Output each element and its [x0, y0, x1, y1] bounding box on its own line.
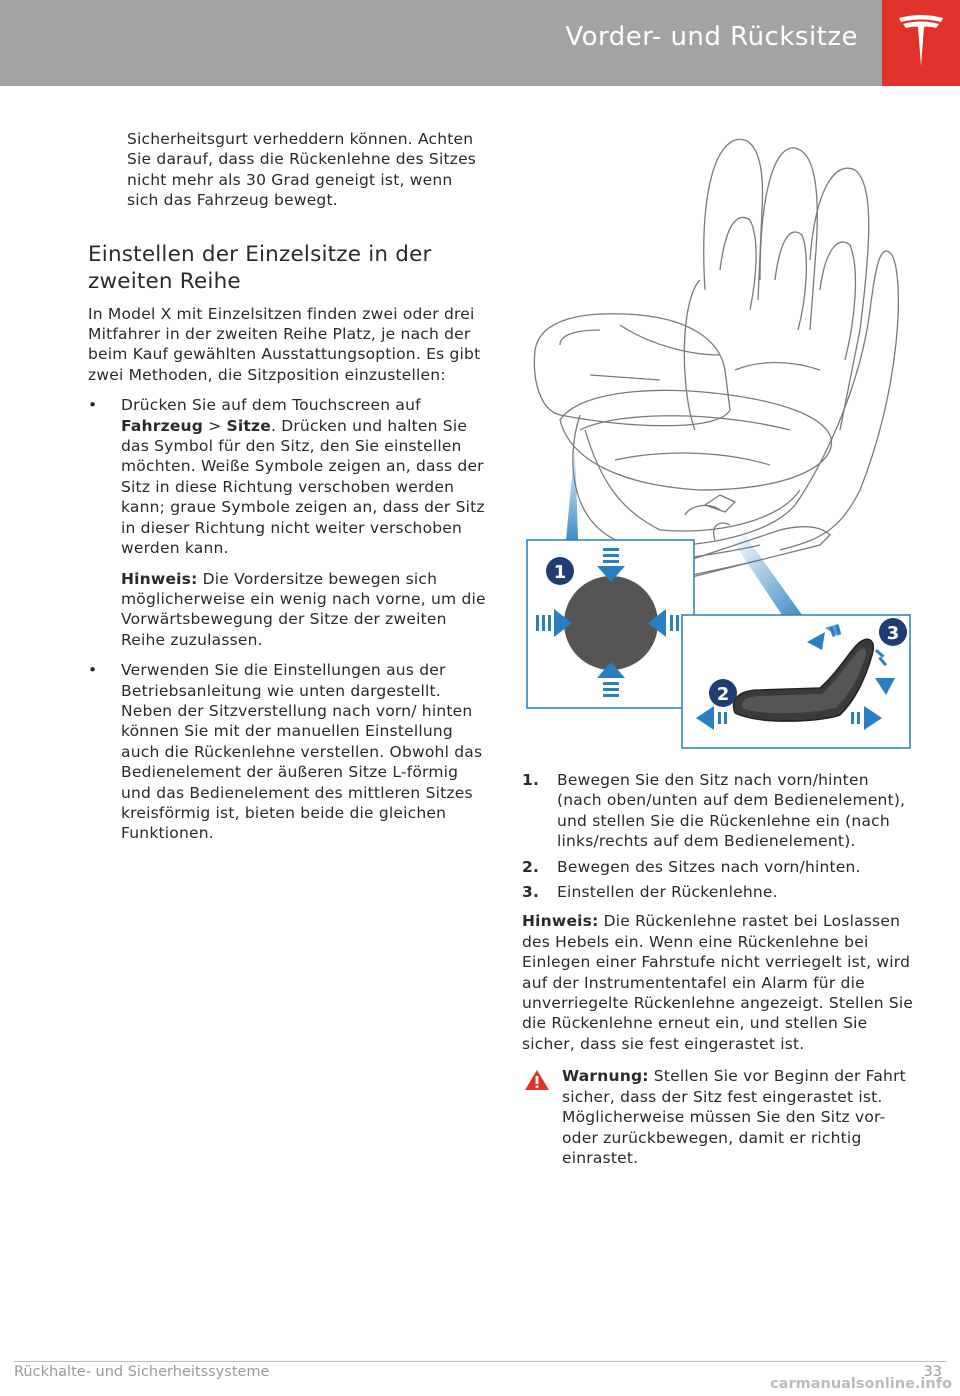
note-block: [121, 569, 488, 651]
bullet-item-manual: [88, 660, 488, 844]
page-number: 33: [923, 1364, 942, 1380]
hint-block: [522, 911, 914, 1054]
footer-section: Rückhalte- und Sicherheitssysteme: [14, 1364, 270, 1380]
item-number: 1.: [522, 771, 540, 789]
menu-sitze: Sitze: [226, 416, 271, 435]
menu-fahrzeug: Fahrzeug: [121, 416, 204, 435]
section-paragraph: In Model X mit Einzelsitzen finden zwei oder drei Mitfahrer in der zweiten Reihe Platz, je nach der beim Kauf gewählten Ausstattungsoption. Es gibt zwei Methoden, die Sitzposition einzustellen:: [88, 304, 481, 384]
callout-number-1: 1: [553, 562, 567, 583]
bullet-text: Verwenden Sie die Einstellungen aus der Betriebsanleitung wie unten dargestellt. Neben der Sitzverstellung nach vorn/ hinten können Sie mit der manuellen Einstellung auch die Rückenlehne verstellen. Obwohl das Bedienelement der äußeren Sitze L-förmig und das Bedienelement des mittleren Sitzes kreisförmig ist, bieten beide die gleichen Funktionen.: [121, 661, 483, 843]
bullet-text-post: . Drücken und halten Sie das Symbol für den Sitz, den Sie einstellen möchten. Weiße Symbole zeigen an, dass der Sitz in diese Richtung verschoben werden kann; graue Symbole zeigen an, dass der Sitz in dieser Richtung nicht weiter verschoben werden kann.: [121, 416, 485, 558]
footer-divider: [14, 1361, 946, 1362]
bullet-text-pre: Drücken Sie auf dem Touchscreen auf: [121, 396, 421, 415]
hint-text: Die Rückenlehne rastet bei Loslassen des Hebels ein. Wenn eine Rückenlehne bei Einlegen einer Fahrstufe nicht verriegelt ist, wird auf der Instrumententafel ein Alarm für die unverriegelte Rückenlehne angezeigt. Stellen Sie die Rückenlehne erneut ein, und stellen Sie sicher, dass sie fest eingerastet ist.: [522, 912, 914, 1053]
watermark: carmanualsonline.info: [770, 1376, 952, 1392]
numbered-item-2: [522, 857, 914, 877]
item-number: 3.: [522, 883, 540, 902]
callout-number-3: 3: [886, 623, 900, 644]
bullet-dot: •: [88, 396, 98, 415]
hint-label: Hinweis:: [522, 912, 599, 931]
bullet-dot: •: [88, 661, 98, 680]
intro-text: Sicherheitsgurt verheddern können. Achten Sie darauf, dass die Rückenlehne des Sitzes nicht mehr als 30 Grad geneigt ist, wenn sich das Fahrzeug bewegt.: [127, 130, 477, 210]
right-column: [522, 770, 914, 1168]
warning-text: Stellen Sie vor Beginn der Fahrt sicher, dass der Sitz fest eingerastet ist. Möglicherweise müssen Sie den Sitz vor- oder zurückbewegen, damit er richtig einrastet.: [562, 1067, 906, 1167]
warning-triangle-icon: [524, 1069, 550, 1096]
callout-beam-1: [566, 443, 578, 540]
page-header: [0, 0, 960, 86]
round-seat-control-knob: [564, 576, 658, 670]
callout-number-2: 2: [716, 684, 730, 705]
note-text: Die Vordersitze bewegen sich möglicherweise ein wenig nach vorne, um die Vorwärtsbewegung der Sitze der zweiten Reihe zuzulassen.: [121, 569, 486, 649]
item-text: Bewegen Sie den Sitz nach vorn/hinten (nach oben/unten auf dem Bedienelement), und stellen Sie die Rückenlehne ein (nach links/rechts auf dem Bedienelement).: [557, 771, 906, 851]
item-text: Bewegen des Sitzes nach vorn/hinten.: [557, 857, 861, 876]
seat-illustration: [520, 130, 920, 755]
item-number: 2.: [522, 857, 540, 876]
left-column: [88, 129, 488, 844]
warning-label: Warnung:: [562, 1067, 649, 1086]
seat-diagram: [520, 130, 920, 755]
section-heading: Einstellen der Einzelsitze in der zweiten Reihe: [88, 241, 432, 294]
menu-separator: >: [203, 416, 227, 435]
numbered-item-3: [522, 882, 914, 902]
note-label: Hinweis:: [121, 569, 198, 588]
chapter-title: Vorder- und Rücksitze: [565, 22, 858, 52]
item-text: Einstellen der Rückenlehne.: [557, 883, 778, 902]
tesla-logo: [882, 0, 960, 86]
seat-outline: [534, 139, 898, 590]
warning-block: [522, 1066, 914, 1168]
bullet-item-touchscreen: [88, 395, 488, 650]
numbered-item-1: [522, 770, 914, 852]
